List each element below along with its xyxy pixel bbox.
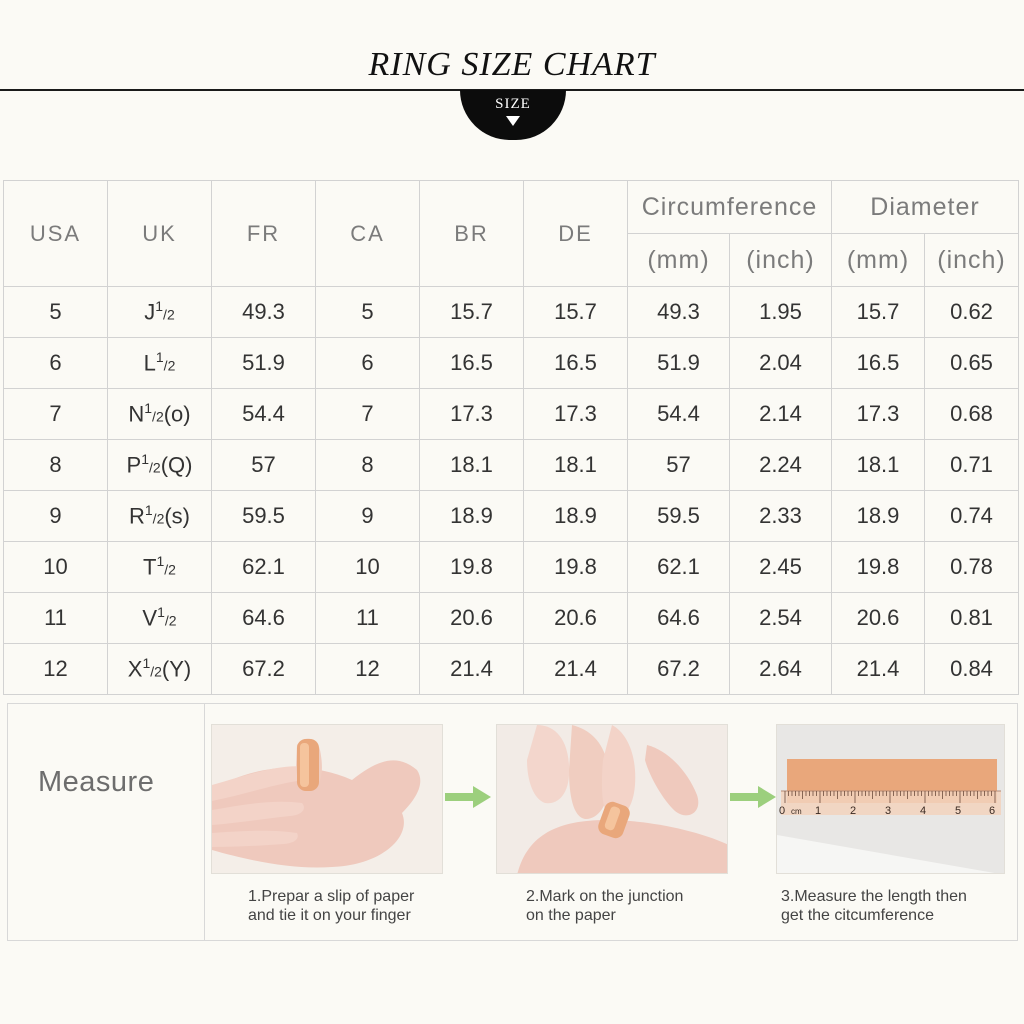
- ruler-measurement-illustration: [777, 725, 1005, 874]
- ruler-tick-label: 4: [920, 805, 927, 817]
- uk-frac-num: 1: [155, 349, 164, 366]
- green-right-arrow-icon: [730, 786, 776, 808]
- cell-usa: 10: [4, 542, 108, 593]
- marking-paper-illustration: [497, 725, 728, 874]
- cell-dia-mm: 21.4: [832, 644, 925, 695]
- uk-frac-slash: /: [150, 663, 155, 680]
- cell-circ-in: 2.24: [730, 440, 832, 491]
- measure-label: Measure: [38, 766, 155, 798]
- cell-br: 15.7: [420, 287, 524, 338]
- cell-dia-mm: 18.1: [832, 440, 925, 491]
- uk-frac-num: 1: [144, 502, 153, 519]
- cell-fr: 51.9: [212, 338, 316, 389]
- uk-frac-num: 1: [141, 451, 150, 468]
- step-1-caption: [248, 887, 414, 925]
- cell-circ-in: 2.14: [730, 389, 832, 440]
- step-3-caption-line-2: get the citcumference: [781, 907, 934, 924]
- cell-de: 19.8: [524, 542, 628, 593]
- unit-header-circumference-inch: (inch): [730, 234, 832, 287]
- ruler-tick-label: 1: [815, 805, 822, 817]
- cell-ca: 12: [316, 644, 420, 695]
- cell-br: 18.1: [420, 440, 524, 491]
- uk-frac-num: 1: [142, 655, 151, 672]
- page-title: RING SIZE CHART: [368, 46, 656, 83]
- cell-circ-in: 2.45: [730, 542, 832, 593]
- ruler-tick-label: 3: [885, 805, 892, 817]
- uk-alt-size: (o): [163, 401, 191, 427]
- group-header-diameter: Diameter: [832, 181, 1019, 234]
- cell-uk: [108, 593, 212, 644]
- cell-de: 20.6: [524, 593, 628, 644]
- uk-alt-size: (Q): [160, 452, 193, 478]
- cell-dia-in: 0.78: [925, 542, 1019, 593]
- uk-frac-slash: /: [149, 459, 153, 476]
- cell-dia-in: 0.74: [925, 491, 1019, 542]
- column-header-de: DE: [524, 181, 628, 287]
- uk-frac-den: 2: [155, 408, 164, 425]
- cell-fr: 54.4: [212, 389, 316, 440]
- unit-header-diameter-mm: (mm): [832, 234, 925, 287]
- table-body: [4, 287, 1019, 695]
- cell-dia-in: 0.68: [925, 389, 1019, 440]
- uk-frac-slash: /: [152, 408, 156, 425]
- uk-letter: P: [126, 452, 142, 478]
- uk-frac-slash: /: [163, 357, 168, 374]
- cell-dia-in: 0.65: [925, 338, 1019, 389]
- uk-frac-slash: /: [164, 561, 169, 578]
- cell-dia-in: 0.81: [925, 593, 1019, 644]
- cell-usa: 9: [4, 491, 108, 542]
- step-1-caption-line-2: and tie it on your finger: [248, 907, 411, 924]
- cell-uk: [108, 440, 212, 491]
- cell-usa: 12: [4, 644, 108, 695]
- cell-br: 16.5: [420, 338, 524, 389]
- hand-with-paper-ring-illustration: [212, 725, 443, 874]
- cell-usa: 5: [4, 287, 108, 338]
- uk-alt-size: (Y): [161, 656, 192, 682]
- uk-frac-num: 1: [157, 604, 165, 621]
- uk-frac-den: 2: [154, 663, 162, 680]
- cell-circ-in: 2.64: [730, 644, 832, 695]
- uk-letter: J: [144, 299, 156, 325]
- column-header-fr: FR: [212, 181, 316, 287]
- measure-divider: [204, 704, 205, 940]
- down-arrow-icon: [506, 116, 520, 126]
- cell-de: 18.1: [524, 440, 628, 491]
- size-badge-label: SIZE: [495, 96, 531, 112]
- measure-section: [7, 703, 1018, 941]
- cell-dia-mm: 15.7: [832, 287, 925, 338]
- uk-letter: V: [142, 605, 158, 631]
- table-row: [4, 287, 1019, 338]
- uk-frac-num: 1: [144, 400, 153, 417]
- step-3-caption-line-1: 3.Measure the length then: [781, 888, 967, 905]
- cell-fr: 64.6: [212, 593, 316, 644]
- unit-header-diameter-inch: (inch): [925, 234, 1019, 287]
- cell-dia-in: 0.84: [925, 644, 1019, 695]
- cell-ca: 10: [316, 542, 420, 593]
- cell-de: 18.9: [524, 491, 628, 542]
- cell-uk: [108, 287, 212, 338]
- cell-usa: 6: [4, 338, 108, 389]
- ruler-tick-label: 2: [850, 805, 857, 817]
- cell-ca: 5: [316, 287, 420, 338]
- ruler-tick-label: 5: [955, 805, 962, 817]
- cell-fr: 57: [212, 440, 316, 491]
- column-header-usa: USA: [4, 181, 108, 287]
- cell-uk: [108, 389, 212, 440]
- cell-fr: 59.5: [212, 491, 316, 542]
- cell-uk: [108, 338, 212, 389]
- ring-size-table: [3, 180, 1019, 695]
- cell-ca: 9: [316, 491, 420, 542]
- uk-frac-den: 2: [167, 357, 176, 374]
- uk-frac-den: 2: [152, 459, 161, 476]
- step-2-caption-line-2: on the paper: [526, 907, 616, 924]
- uk-letter: X: [127, 656, 143, 682]
- cell-dia-mm: 19.8: [832, 542, 925, 593]
- green-right-arrow-icon: [445, 786, 491, 808]
- uk-frac-num: 1: [156, 553, 165, 570]
- size-badge: [460, 90, 566, 140]
- step-2-caption: [526, 887, 683, 925]
- cell-circ-mm: 57: [628, 440, 730, 491]
- cell-fr: 62.1: [212, 542, 316, 593]
- cell-br: 20.6: [420, 593, 524, 644]
- cell-circ-mm: 51.9: [628, 338, 730, 389]
- cell-circ-mm: 59.5: [628, 491, 730, 542]
- column-header-br: BR: [420, 181, 524, 287]
- cell-dia-mm: 16.5: [832, 338, 925, 389]
- cell-br: 21.4: [420, 644, 524, 695]
- uk-frac-den: 2: [168, 612, 177, 629]
- ruler-tick-label: 0: [779, 805, 786, 817]
- uk-frac-den: 2: [168, 561, 176, 578]
- uk-frac-den: 2: [156, 510, 165, 527]
- cell-circ-mm: 67.2: [628, 644, 730, 695]
- uk-letter: T: [143, 554, 157, 580]
- cell-dia-mm: 17.3: [832, 389, 925, 440]
- uk-frac-slash: /: [152, 510, 157, 527]
- cell-de: 16.5: [524, 338, 628, 389]
- cell-circ-mm: 54.4: [628, 389, 730, 440]
- step-3-caption: [781, 887, 967, 925]
- uk-frac-slash: /: [164, 612, 169, 629]
- cell-de: 21.4: [524, 644, 628, 695]
- cell-uk: [108, 542, 212, 593]
- cell-de: 17.3: [524, 389, 628, 440]
- table-row: [4, 593, 1019, 644]
- column-header-uk: UK: [108, 181, 212, 287]
- step-3-image: [776, 724, 1005, 874]
- cell-dia-in: 0.62: [925, 287, 1019, 338]
- uk-frac-num: 1: [155, 298, 164, 315]
- uk-frac-den: 2: [166, 306, 175, 323]
- ruler-tick-label: 6: [989, 805, 996, 817]
- cell-circ-in: 1.95: [730, 287, 832, 338]
- table-row: [4, 644, 1019, 695]
- cell-usa: 11: [4, 593, 108, 644]
- step-2-image: [496, 724, 728, 874]
- cell-usa: 8: [4, 440, 108, 491]
- cell-usa: 7: [4, 389, 108, 440]
- cell-dia-in: 0.71: [925, 440, 1019, 491]
- uk-letter: L: [143, 350, 156, 376]
- cell-fr: 67.2: [212, 644, 316, 695]
- group-header-circumference: Circumference: [628, 181, 832, 234]
- cell-circ-in: 2.33: [730, 491, 832, 542]
- table-row: [4, 542, 1019, 593]
- uk-alt-size: (s): [164, 503, 191, 529]
- cell-ca: 6: [316, 338, 420, 389]
- cell-ca: 8: [316, 440, 420, 491]
- cell-uk: [108, 644, 212, 695]
- table-row: [4, 389, 1019, 440]
- table-row: [4, 338, 1019, 389]
- cell-circ-mm: 49.3: [628, 287, 730, 338]
- step-1-image: [211, 724, 443, 874]
- ruler-tick-label: cm: [791, 807, 802, 816]
- cell-ca: 7: [316, 389, 420, 440]
- cell-dia-mm: 18.9: [832, 491, 925, 542]
- cell-fr: 49.3: [212, 287, 316, 338]
- cell-ca: 11: [316, 593, 420, 644]
- table-row: [4, 440, 1019, 491]
- uk-letter: N: [128, 401, 145, 427]
- table-row: [4, 491, 1019, 542]
- cell-circ-mm: 62.1: [628, 542, 730, 593]
- cell-br: 19.8: [420, 542, 524, 593]
- cell-de: 15.7: [524, 287, 628, 338]
- uk-letter: R: [128, 503, 145, 529]
- step-2-caption-line-1: 2.Mark on the junction: [526, 888, 684, 905]
- unit-header-circumference-mm: (mm): [628, 234, 730, 287]
- step-1-caption-line-1: 1.Prepar a slip of paper: [248, 888, 415, 905]
- cell-dia-mm: 20.6: [832, 593, 925, 644]
- cell-br: 18.9: [420, 491, 524, 542]
- cell-circ-in: 2.04: [730, 338, 832, 389]
- uk-frac-slash: /: [163, 306, 167, 323]
- column-header-ca: CA: [316, 181, 420, 287]
- cell-uk: [108, 491, 212, 542]
- cell-circ-in: 2.54: [730, 593, 832, 644]
- cell-circ-mm: 64.6: [628, 593, 730, 644]
- cell-br: 17.3: [420, 389, 524, 440]
